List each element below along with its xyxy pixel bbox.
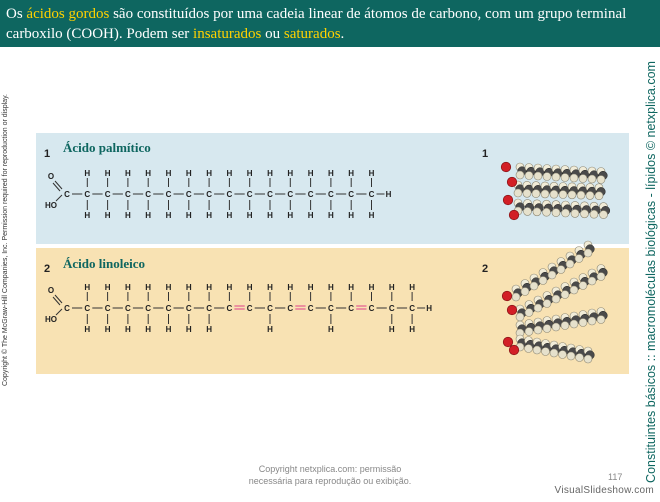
carbon-atom: C bbox=[388, 304, 395, 313]
hydrogen-sphere bbox=[579, 175, 587, 183]
carbon-atom: C bbox=[84, 304, 91, 313]
hydrogen-atom: H bbox=[307, 211, 314, 220]
hydrogen-atom: H bbox=[328, 169, 334, 178]
hydrogen-atom: H bbox=[206, 325, 212, 334]
page-number: 117 bbox=[608, 472, 623, 482]
carbon-atom: C bbox=[287, 304, 294, 313]
hydrogen-sphere bbox=[548, 271, 556, 279]
hydrogen-sphere bbox=[559, 351, 567, 359]
hydrogen-atom: H bbox=[368, 283, 375, 292]
hydrogen-sphere bbox=[570, 320, 578, 328]
hydrogen-sphere bbox=[552, 173, 560, 181]
hydrogen-sphere bbox=[577, 191, 585, 199]
hydroxyl-bond bbox=[56, 309, 62, 315]
hydrogen-atom: H bbox=[267, 211, 273, 220]
hydrogen-sphere bbox=[579, 319, 587, 327]
hydrogen-atom: H bbox=[267, 325, 273, 334]
carbon-atom: C bbox=[125, 190, 131, 199]
hydrogen-sphere bbox=[533, 208, 541, 216]
carbon-atom: C bbox=[307, 190, 314, 199]
hydrogen-atom: H bbox=[125, 169, 131, 178]
carbon-atom: C bbox=[165, 304, 172, 313]
hydrogen-sphere bbox=[533, 346, 541, 354]
hydrogen-sphere bbox=[525, 309, 533, 317]
hydrogen-sphere bbox=[516, 171, 524, 179]
hydrogen-atom: H bbox=[328, 283, 334, 292]
oxygen-sphere bbox=[509, 210, 519, 220]
carbon-atom: C bbox=[84, 190, 91, 199]
highlight-insaturados: insaturados bbox=[193, 26, 262, 42]
hydrogen-atom: H bbox=[368, 169, 375, 178]
hydrogen-sphere bbox=[575, 255, 583, 263]
carbon-atom: C bbox=[246, 190, 253, 199]
carbonyl-bond bbox=[55, 181, 62, 189]
hydrogen-sphere bbox=[524, 207, 532, 215]
oxygen-sphere bbox=[507, 177, 517, 187]
hydrogen-atom: H bbox=[348, 169, 355, 178]
oxygen-sphere bbox=[503, 337, 513, 347]
hydrogen-atom: H bbox=[328, 211, 334, 220]
carbon-atom: C bbox=[348, 190, 355, 199]
hydrogen-atom: H bbox=[409, 283, 415, 292]
hydrogen-atom: H bbox=[226, 169, 233, 178]
hydrogen-atom: H bbox=[84, 325, 91, 334]
carbon-atom: C bbox=[125, 304, 131, 313]
hydrogen-atom: H bbox=[307, 283, 314, 292]
hydrogen-atom: H bbox=[267, 283, 273, 292]
hydrogen-sphere bbox=[534, 304, 542, 312]
hydrogen-atom: H bbox=[348, 211, 355, 220]
hydrogen-atom: H bbox=[125, 211, 131, 220]
hydrogen-atom: H bbox=[125, 325, 131, 334]
hydrogen-atom: H bbox=[409, 325, 415, 334]
hydrogen-sphere bbox=[568, 191, 576, 199]
hydrogen-sphere bbox=[600, 211, 608, 219]
hydrogen-sphere bbox=[588, 317, 596, 325]
highlight-saturados: saturados bbox=[283, 26, 341, 42]
hydrogen-atom: H bbox=[145, 169, 152, 178]
carbon-atom: C bbox=[104, 190, 111, 199]
hydrogen-sphere bbox=[576, 354, 584, 362]
hydrogen-atom: H bbox=[84, 211, 91, 220]
hydrogen-sphere bbox=[584, 355, 592, 363]
hydrogen-atom: H bbox=[84, 169, 91, 178]
hydrogen-sphere bbox=[561, 174, 569, 182]
hydrogen-sphere bbox=[562, 209, 570, 217]
carbon-atom: C bbox=[165, 190, 172, 199]
hydrogen-sphere bbox=[588, 277, 596, 285]
hydrogen-sphere bbox=[559, 191, 567, 199]
carbonyl-bond bbox=[53, 297, 60, 305]
carbon-atom: C bbox=[145, 304, 152, 313]
palmitic-acid-title: Ácido palmítico bbox=[63, 140, 151, 155]
carbon-atom: C bbox=[267, 190, 273, 199]
hydrogen-sphere bbox=[595, 192, 603, 200]
hydrogen-sphere bbox=[532, 190, 540, 198]
carbon-atom: C bbox=[64, 304, 70, 313]
hydrogen-sphere bbox=[586, 191, 594, 199]
hydrogen-sphere bbox=[543, 173, 551, 181]
hydrogen-sphere bbox=[584, 249, 592, 257]
hydrogen-atom: H bbox=[385, 190, 392, 199]
oxygen-sphere bbox=[501, 162, 511, 172]
hydrogen-atom: H bbox=[84, 283, 91, 292]
hydrogen-sphere bbox=[561, 322, 569, 330]
hydrogen-sphere bbox=[525, 172, 533, 180]
hydrogen-atom: H bbox=[185, 325, 192, 334]
panel1-model-number: 1 bbox=[482, 148, 489, 160]
watermark: VisualSlideshow.com bbox=[554, 485, 654, 496]
carbon-atom: C bbox=[185, 190, 192, 199]
hydrogen-atom: H bbox=[287, 211, 294, 220]
hydrogen-sphere bbox=[570, 174, 578, 182]
hydrogen-sphere bbox=[543, 208, 551, 216]
hydrogen-atom: H bbox=[388, 325, 395, 334]
hydrogen-atom: H bbox=[104, 211, 111, 220]
oxygen-sphere bbox=[503, 195, 513, 205]
hydrogen-atom: H bbox=[226, 211, 233, 220]
header-text: Os ácidos gordos são constituídos por uma cadeia linear de átomos de carbono, com um grupo terminal carboxilo (COOH). Podem ser insaturados ou saturados. bbox=[6, 6, 627, 42]
hydrogen-atom: H bbox=[185, 169, 192, 178]
hydrogen-sphere bbox=[516, 313, 524, 321]
oxygen-sphere bbox=[507, 305, 517, 315]
carbon-atom: C bbox=[226, 304, 233, 313]
hydrogen-sphere bbox=[525, 328, 533, 336]
hydrogen-sphere bbox=[521, 288, 529, 296]
hydrogen-sphere bbox=[525, 345, 533, 353]
hydrogen-sphere bbox=[534, 172, 542, 180]
hydrogen-sphere bbox=[523, 189, 531, 197]
hydrogen-sphere bbox=[543, 300, 551, 308]
hydrogen-atom: H bbox=[246, 283, 253, 292]
palmitic-acid-space-filling-model bbox=[501, 162, 610, 220]
hydrogen-sphere bbox=[597, 176, 605, 184]
hydrogen-atom: H bbox=[165, 169, 172, 178]
hydrogen-atom: H bbox=[206, 169, 212, 178]
hydrogen-atom: H bbox=[287, 169, 294, 178]
hydrogen-atom: H bbox=[165, 325, 172, 334]
hydrogen-sphere bbox=[552, 295, 560, 303]
hydrogen-sphere bbox=[597, 273, 605, 281]
carbon-atom: C bbox=[368, 190, 375, 199]
side-title: Constituintes básicos :: macromoléculas biológicas - lípidos © netxplica.com bbox=[644, 61, 658, 483]
linoleic-acid-title: Ácido linoleico bbox=[63, 256, 145, 271]
carbon-atom: C bbox=[104, 304, 111, 313]
palmitic-acid-structure bbox=[45, 169, 392, 220]
hydrogen-sphere bbox=[597, 316, 605, 324]
carbon-atom: C bbox=[307, 304, 314, 313]
hydrogen-atom: H bbox=[104, 169, 111, 178]
carbonyl-bond bbox=[53, 183, 60, 191]
carbon-atom: C bbox=[246, 304, 253, 313]
footer-copyright: Copyright netxplica.com: permissão necessária para reprodução ou exibição. bbox=[248, 464, 412, 486]
hydrogen-atom: H bbox=[368, 211, 375, 220]
oxygen-atom: O bbox=[47, 286, 55, 295]
hydrogen-atom: H bbox=[125, 283, 131, 292]
hydrogen-sphere bbox=[550, 349, 558, 357]
hydrogen-atom: H bbox=[246, 211, 253, 220]
hydrogen-atom: H bbox=[267, 169, 273, 178]
hydroxyl-group: HO bbox=[45, 201, 57, 210]
hydrogen-sphere bbox=[570, 286, 578, 294]
carbon-atom: C bbox=[206, 190, 212, 199]
hydrogen-atom: H bbox=[348, 283, 355, 292]
carbonyl-bond bbox=[55, 295, 62, 303]
hydrogen-atom: H bbox=[165, 283, 172, 292]
hydrogen-sphere bbox=[579, 282, 587, 290]
highlight-acidos-gordos: ácidos gordos bbox=[26, 6, 110, 22]
hydrogen-sphere bbox=[543, 325, 551, 333]
carbon-atom: C bbox=[287, 190, 294, 199]
hydrogen-atom: H bbox=[307, 169, 314, 178]
hydrogen-atom: H bbox=[145, 325, 152, 334]
hydrogen-atom: H bbox=[145, 211, 152, 220]
hydroxyl-group: HO bbox=[45, 315, 57, 324]
carbon-atom: C bbox=[226, 190, 233, 199]
oxygen-sphere bbox=[502, 291, 512, 301]
copyright-side-note: Copyright © The McGraw-Hill Companies, Inc. Permission required for reproduction or display. bbox=[2, 94, 9, 387]
carbon-atom: C bbox=[328, 304, 334, 313]
oxygen-atom: O bbox=[47, 172, 55, 181]
carbon-atom: C bbox=[64, 190, 70, 199]
carbon-atom: C bbox=[145, 190, 152, 199]
linoleic-acid-structure bbox=[45, 283, 432, 334]
linoleic-acid-space-filling-model bbox=[502, 241, 607, 363]
panel2-number: 2 bbox=[44, 263, 51, 275]
hydrogen-atom: H bbox=[226, 283, 233, 292]
hydrogen-atom: H bbox=[104, 325, 111, 334]
hydrogen-sphere bbox=[541, 190, 549, 198]
hydrogen-sphere bbox=[581, 210, 589, 218]
hydrogen-sphere bbox=[552, 209, 560, 217]
hydrogen-sphere bbox=[590, 210, 598, 218]
hydrogen-atom: H bbox=[328, 325, 334, 334]
hydrogen-sphere bbox=[588, 175, 596, 183]
hydrogen-atom: H bbox=[246, 169, 253, 178]
hydrogen-sphere bbox=[550, 190, 558, 198]
hydrogen-sphere bbox=[571, 209, 579, 217]
hydroxyl-bond bbox=[56, 195, 62, 201]
hydrogen-sphere bbox=[534, 326, 542, 334]
hydrogen-atom: H bbox=[388, 283, 395, 292]
hydrogen-sphere bbox=[514, 189, 522, 197]
oxygen-sphere bbox=[509, 345, 519, 355]
carbon-atom: C bbox=[409, 304, 415, 313]
carbon-atom: C bbox=[328, 190, 334, 199]
hydrogen-sphere bbox=[552, 323, 560, 331]
carbon-atom: C bbox=[206, 304, 212, 313]
carbon-atom: C bbox=[348, 304, 355, 313]
hydrogen-atom: H bbox=[206, 283, 212, 292]
carbon-atom: C bbox=[185, 304, 192, 313]
hydrogen-sphere bbox=[512, 293, 520, 301]
hydrogen-atom: H bbox=[185, 283, 192, 292]
hydrogen-atom: H bbox=[104, 283, 111, 292]
hydrogen-atom: H bbox=[287, 283, 294, 292]
hydrogen-sphere bbox=[542, 348, 550, 356]
hydrogen-atom: H bbox=[165, 211, 172, 220]
panel1-number: 1 bbox=[44, 148, 51, 160]
hydrogen-atom: H bbox=[185, 211, 192, 220]
hydrogen-atom: H bbox=[206, 211, 212, 220]
hydrogen-sphere bbox=[557, 266, 565, 274]
hydrogen-sphere bbox=[530, 282, 538, 290]
hydrogen-atom: H bbox=[145, 283, 152, 292]
hydrogen-sphere bbox=[566, 260, 574, 268]
panel2-model-number: 2 bbox=[482, 263, 489, 275]
hydrogen-atom: H bbox=[426, 304, 432, 313]
carbon-atom: C bbox=[267, 304, 273, 313]
hydrogen-sphere bbox=[561, 291, 569, 299]
carbon-atom: C bbox=[368, 304, 375, 313]
hydrogen-sphere bbox=[539, 277, 547, 285]
hydrogen-sphere bbox=[567, 352, 575, 360]
